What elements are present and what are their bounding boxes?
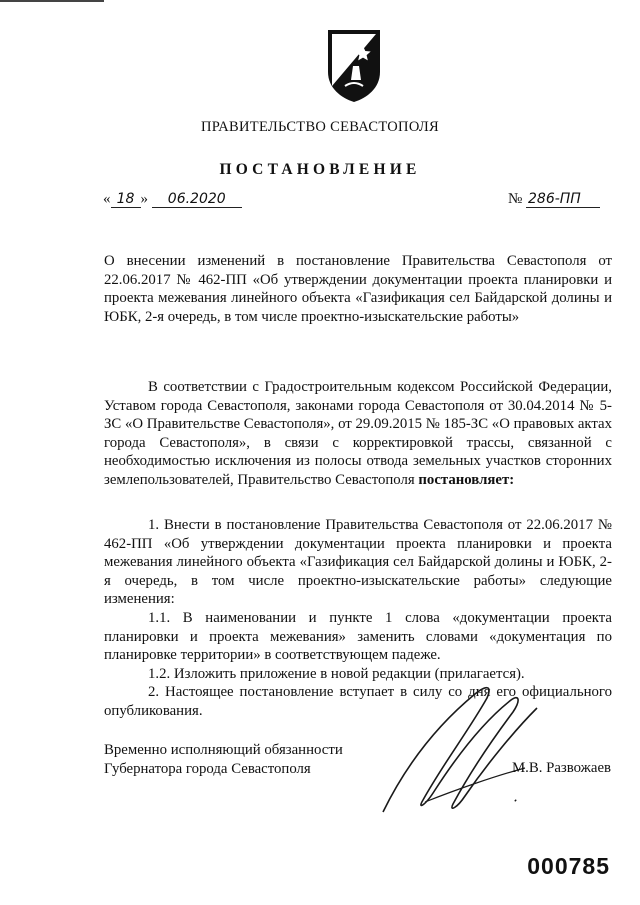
- preamble: [104, 378, 612, 490]
- decree-word: постановляет:: [418, 471, 515, 488]
- document-type-title: ПОСТАНОВЛЕНИЕ: [219, 161, 421, 178]
- date-day: 18: [111, 191, 141, 208]
- document-subject: О внесении изменений в постановление Правительства Севастополя от 22.06.2017 № 462-ПП «Об утверждении документации проекта планировки и проекта межевания линейного объекта «Газификация сел Байдарской долины и ЮБК, 2-я очередь, в том числе проектно-изыскательские работы»: [104, 253, 612, 325]
- signer-position-line1: Временно исполняющий обязанности: [104, 742, 343, 758]
- scan-edge-mark: [0, 0, 104, 2]
- signer-position-line2: Губернатора города Севастополя: [104, 760, 311, 777]
- item-2: 2. Настоящее постановление вступает в силу со дня его официального опубликования.: [104, 684, 612, 719]
- number-value: 286-ПП: [526, 191, 600, 208]
- registration-number: 000785: [527, 853, 610, 879]
- government-name: ПРАВИТЕЛЬСТВО СЕВАСТОПОЛЯ: [201, 119, 439, 135]
- document-date: [103, 191, 242, 208]
- item-1-1: 1.1. В наименовании и пункте 1 слова «документации проекта планировки и проекта межевания» заменить словами «документация по планировке территории» в соответствующем падеже.: [104, 609, 612, 664]
- item-1: 1. Внести в постановление Правительства Севастополя от 22.06.2017 № 462-ПП «Об утверждении документации проекта планировки и проекта межевания линейного объекта «Газификация сел Байдарской долины и ЮБК, 2-я очередь, в том числе проектно-изыскательские работы» следующие изменения:: [104, 517, 612, 608]
- date-open-quote: «: [103, 191, 111, 207]
- number-sign: №: [507, 191, 523, 207]
- coat-of-arms-emblem: [323, 28, 385, 104]
- handwritten-signature: [365, 672, 575, 822]
- preamble-text: В соответствии с Градостроительным кодексом Российской Федерации, Уставом города Севастополя, законами города Севастополя от 30.04.2014 № 5-ЗС «О Правительстве Севастополя», от 29.09.2015 № 185-ЗС «О правовых актах города Севастополя», в связи с корректировкой трассы, связанной с необходимостью исключения из полосы отвода земельных участков сторонних землепользователей, Правительство Севастополя: [104, 379, 612, 488]
- document-number: [508, 191, 600, 208]
- item-1-2: 1.2. Изложить приложение в новой редакции (прилагается).: [148, 665, 525, 682]
- signer-name: М.В. Развожаев: [512, 760, 612, 776]
- signer-position: [104, 741, 343, 778]
- date-month-year: 06.2020: [152, 191, 242, 208]
- date-close-quote: »: [140, 191, 148, 207]
